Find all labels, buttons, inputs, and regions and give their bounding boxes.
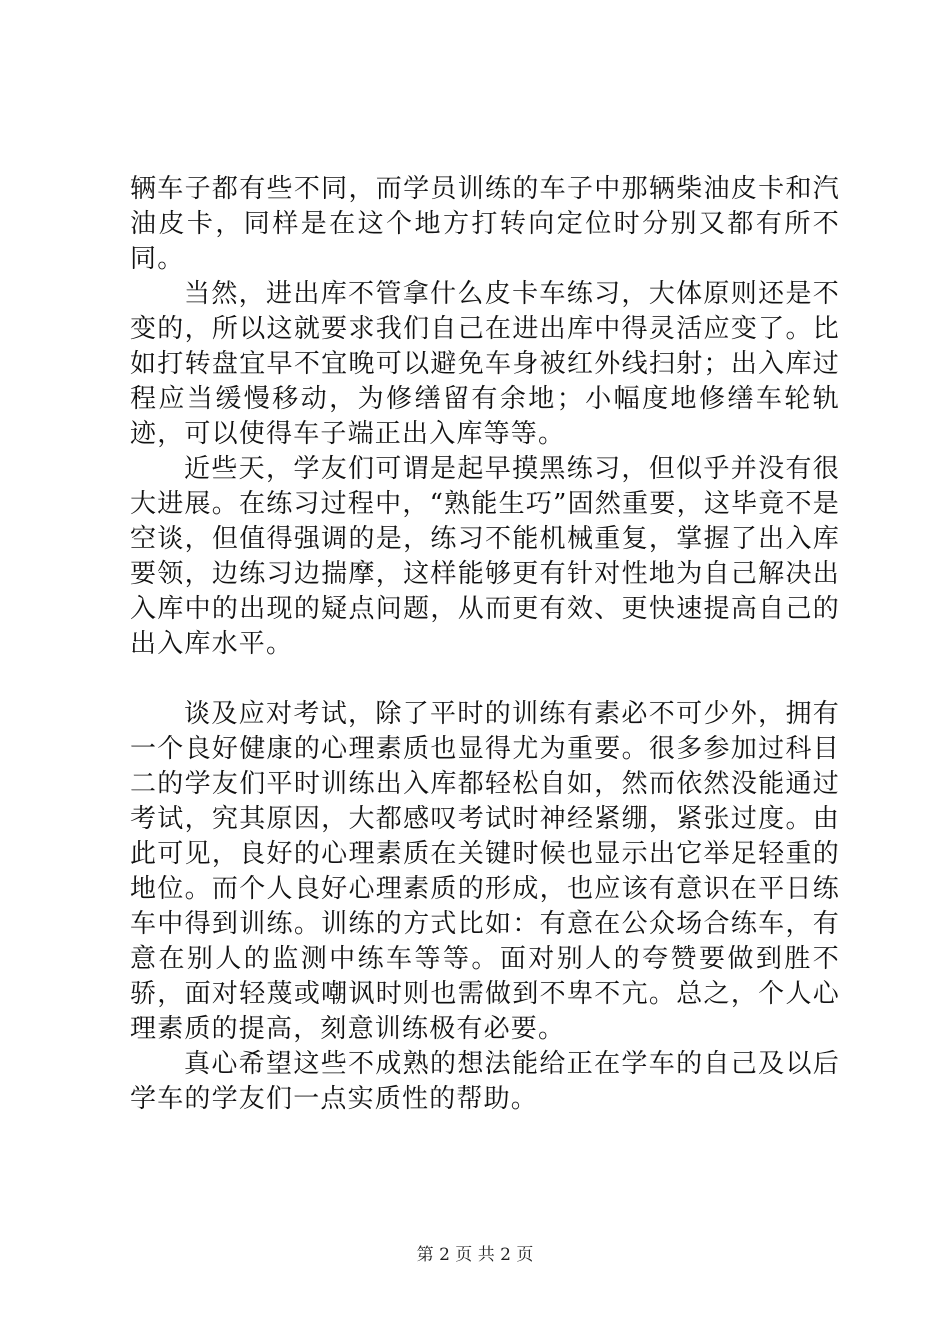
paragraph-parking-principles: 当然，进出库不管拿什么皮卡车练习，大体原则还是不变的，所以这就要求我们自己在进出库中得灵活应变了。比如打转盘宜早不宜晚可以避免车身被红外线扫射；出入库过程应当缓慢移动，为修缮留有余地；小幅度地修缮车轮轨迹，可以使得车子端正出入库等等。 [130, 279, 840, 449]
paragraph-continuation: 辆车子都有些不同，而学员训练的车子中那辆柴油皮卡和汽油皮卡，同样是在这个地方打转向定位时分别又都有所不同。 [130, 174, 840, 274]
paragraph-gap [130, 662, 840, 697]
document-body [130, 172, 840, 1117]
page-footer: 第 2 页 共 2 页 [416, 1245, 534, 1265]
paragraph-closing-wish: 真心希望这些不成熟的想法能给正在学车的自己及以后学车的学友们一点实质性的帮助。 [130, 1049, 840, 1114]
paragraph-exam-psychology: 谈及应对考试，除了平时的训练有素必不可少外，拥有一个良好健康的心理素质也显得尤为重要。很多参加过科目二的学友们平时训练出入库都轻松自如，然而依然没能通过考试，究其原因，大都感叹考试时神经紧绷，紧张过度。由此可见，良好的心理素质在关键时候也显示出它举足轻重的地位。而个人良好心理素质的形成，也应该有意识在平日练车中得到训练。训练的方式比如：有意在公众场合练车，有意在别人的监测中练车等等。面对别人的夸赞要做到胜不骄，面对轻蔑或嘲讽时则也需做到不卑不亢。总之，个人心理素质的提高，刻意训练极有必要。 [130, 699, 840, 1044]
paragraph-practice-progress: 近些天，学友们可谓是起早摸黑练习，但似乎并没有很大进展。在练习过程中，“熟能生巧”固然重要，这毕竟不是空谈，但值得强调的是，练习不能机械重复，掌握了出入库要领，边练习边揣摩，这样能够更有针对性地为自己解决出入库中的出现的疑点问题，从而更有效、更快速提高自己的出入库水平。 [130, 454, 840, 659]
